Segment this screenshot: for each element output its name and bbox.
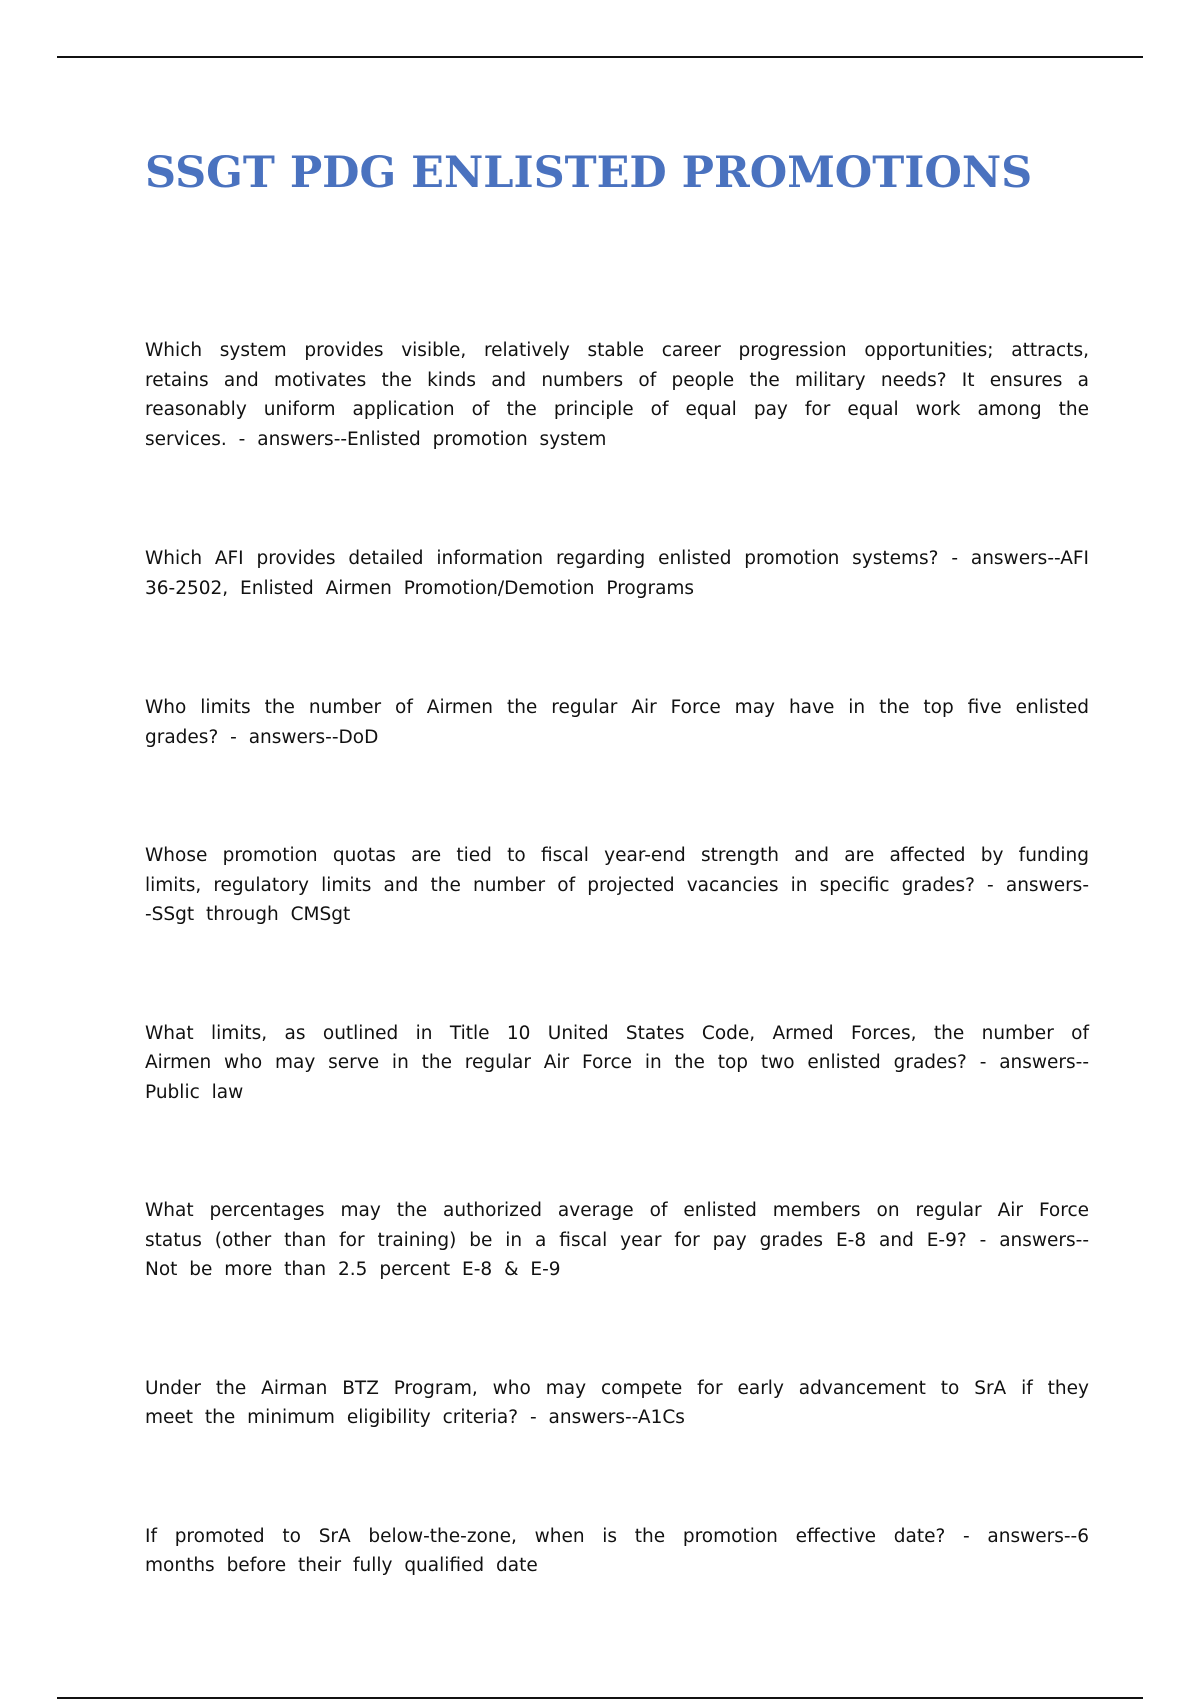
document-title: SSGT PDG ENLISTED PROMOTIONS	[145, 148, 1033, 198]
question-text: What percentages may the authorized average of enlisted members on regular Air Force status (other than for training) be in a fiscal year for pay grades E-8 and E-9?	[145, 1200, 1089, 1251]
answer-text: answers--SSgt through CMSgt	[145, 874, 1089, 925]
question-text: Which AFI provides detailed information regarding enlisted promotion systems?	[145, 548, 939, 569]
answer-separator: -	[945, 1525, 988, 1547]
answer-text: answers--Enlisted promotion system	[257, 428, 607, 450]
answer-text: answers--6 months before their fully qualified date	[145, 1525, 1089, 1576]
qa-item	[145, 336, 1089, 454]
answer-separator: -	[938, 548, 971, 569]
qa-list	[145, 336, 1089, 1581]
question-text: Which system provides visible, relatively stable career progression opportunities; attracts, retains and motivates the kinds and numbers of people the military needs? It ensures a reasonably uniform application of the principle of equal pay for equal work among the services.	[145, 340, 1089, 450]
bottom-rule	[57, 1697, 1143, 1699]
answer-text: answers--Not be more than 2.5 percent E-8 & E-9	[145, 1229, 1089, 1280]
answer-separator: -	[218, 726, 249, 748]
answer-text: answers--DoD	[248, 726, 379, 748]
qa-item	[145, 1522, 1089, 1581]
answer-text: answers--Public law	[145, 1052, 1090, 1103]
question-text: Who limits the number of Airmen the regular Air Force may have in the top five enlisted grades?	[145, 697, 1089, 748]
question-text: Whose promotion quotas are tied to fiscal year-end strength and are affected by funding limits, regulatory limits and the number of projected vacancies in specific grades?	[145, 845, 1089, 896]
answer-separator: -	[966, 1052, 1000, 1073]
qa-item	[145, 1196, 1089, 1285]
qa-item	[145, 544, 1089, 603]
answer-separator: -	[226, 428, 258, 450]
qa-item	[145, 1374, 1089, 1433]
answer-separator: -	[966, 1229, 1000, 1251]
answer-text: answers--AFI 36-2502, Enlisted Airmen Promotion/Demotion Programs	[145, 548, 1090, 599]
qa-item	[145, 1019, 1089, 1108]
question-text: Under the Airman BTZ Program, who may compete for early advancement to SrA if they meet the minimum eligibility criteria?	[145, 1377, 1089, 1428]
answer-separator: -	[518, 1407, 549, 1428]
qa-item	[145, 693, 1089, 752]
question-text: What limits, as outlined in Title 10 United States Code, Armed Forces, the number of Airmen who may serve in the regular Air Force in the top two enlisted grades?	[145, 1022, 1089, 1073]
answer-text: answers--A1Cs	[548, 1407, 685, 1428]
answer-separator: -	[974, 874, 1006, 896]
question-text: If promoted to SrA below-the-zone, when is the promotion effective date?	[145, 1525, 946, 1547]
qa-item	[145, 841, 1089, 930]
top-rule	[57, 56, 1143, 58]
